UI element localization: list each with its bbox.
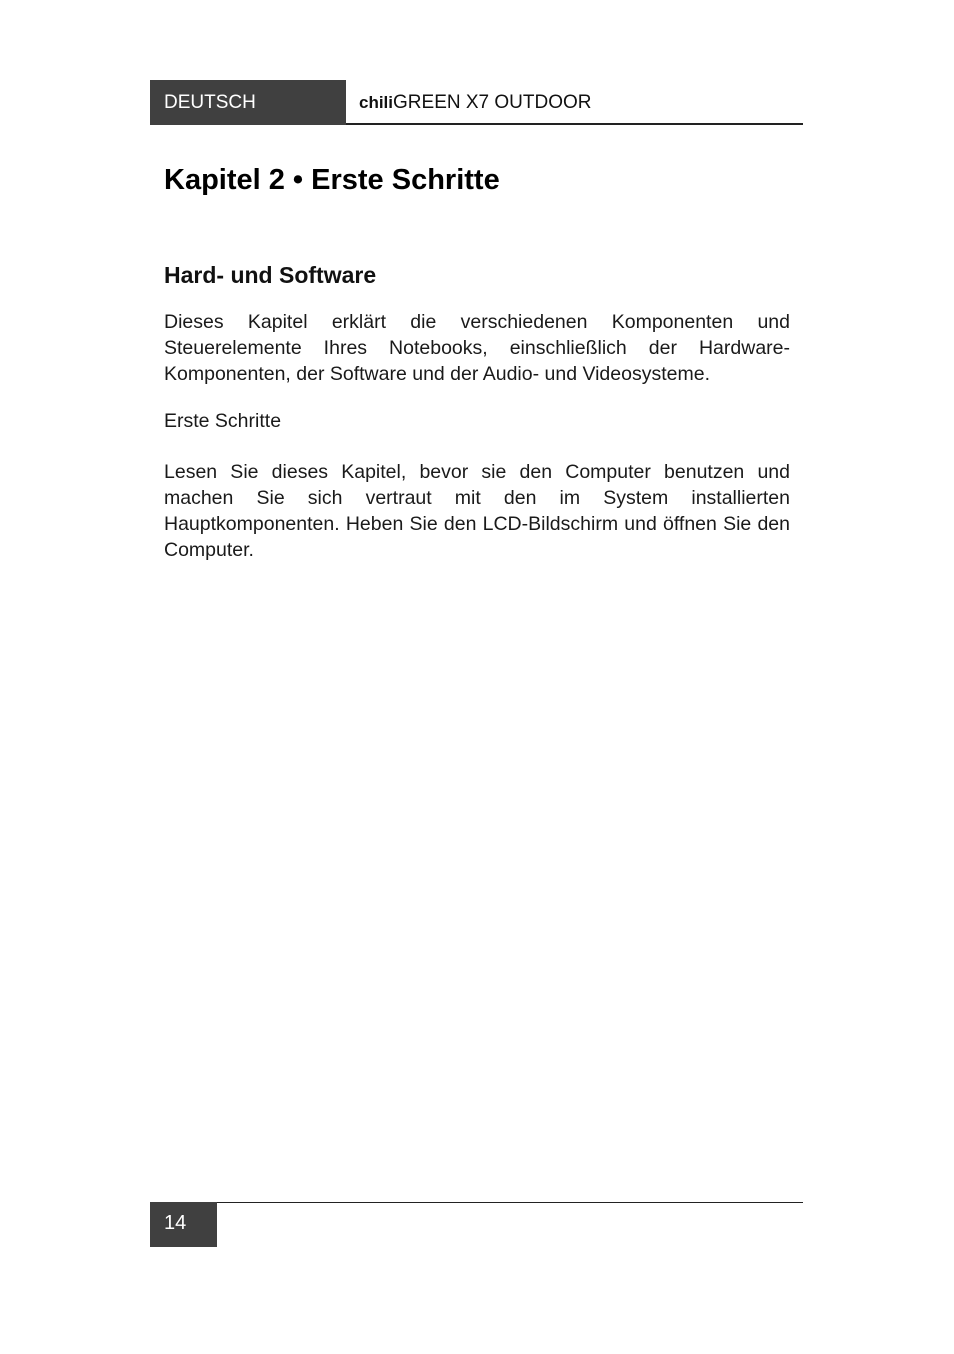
chapter-title: Kapitel 2 • Erste Schritte xyxy=(164,164,500,196)
language-tab: DEUTSCH xyxy=(150,80,346,125)
intro-paragraph: Dieses Kapitel erklärt die verschiedenen Komponenten und Steuerelemente Ihres Notebooks, einschließlich der Hardware-Komponenten, der Software und der Audio- und Videosysteme. xyxy=(164,311,790,385)
product-title xyxy=(359,80,592,125)
section-title: Hard- und Software xyxy=(164,262,377,288)
getting-started-paragraph: Lesen Sie dieses Kapitel, bevor sie den Computer benutzen und machen Sie sich vertraut mit den im System installierten Hauptkomponenten. Heben Sie den LCD-Bildschirm und öffnen Sie den Computer. xyxy=(164,461,790,561)
subheading: Erste Schritte xyxy=(164,410,282,432)
header-rule xyxy=(346,123,803,125)
footer-rule xyxy=(150,1202,803,1203)
product-name: GREEN X7 OUTDOOR xyxy=(393,92,592,113)
page-number: 14 xyxy=(150,1202,217,1247)
product-prefix: chili xyxy=(359,93,394,112)
